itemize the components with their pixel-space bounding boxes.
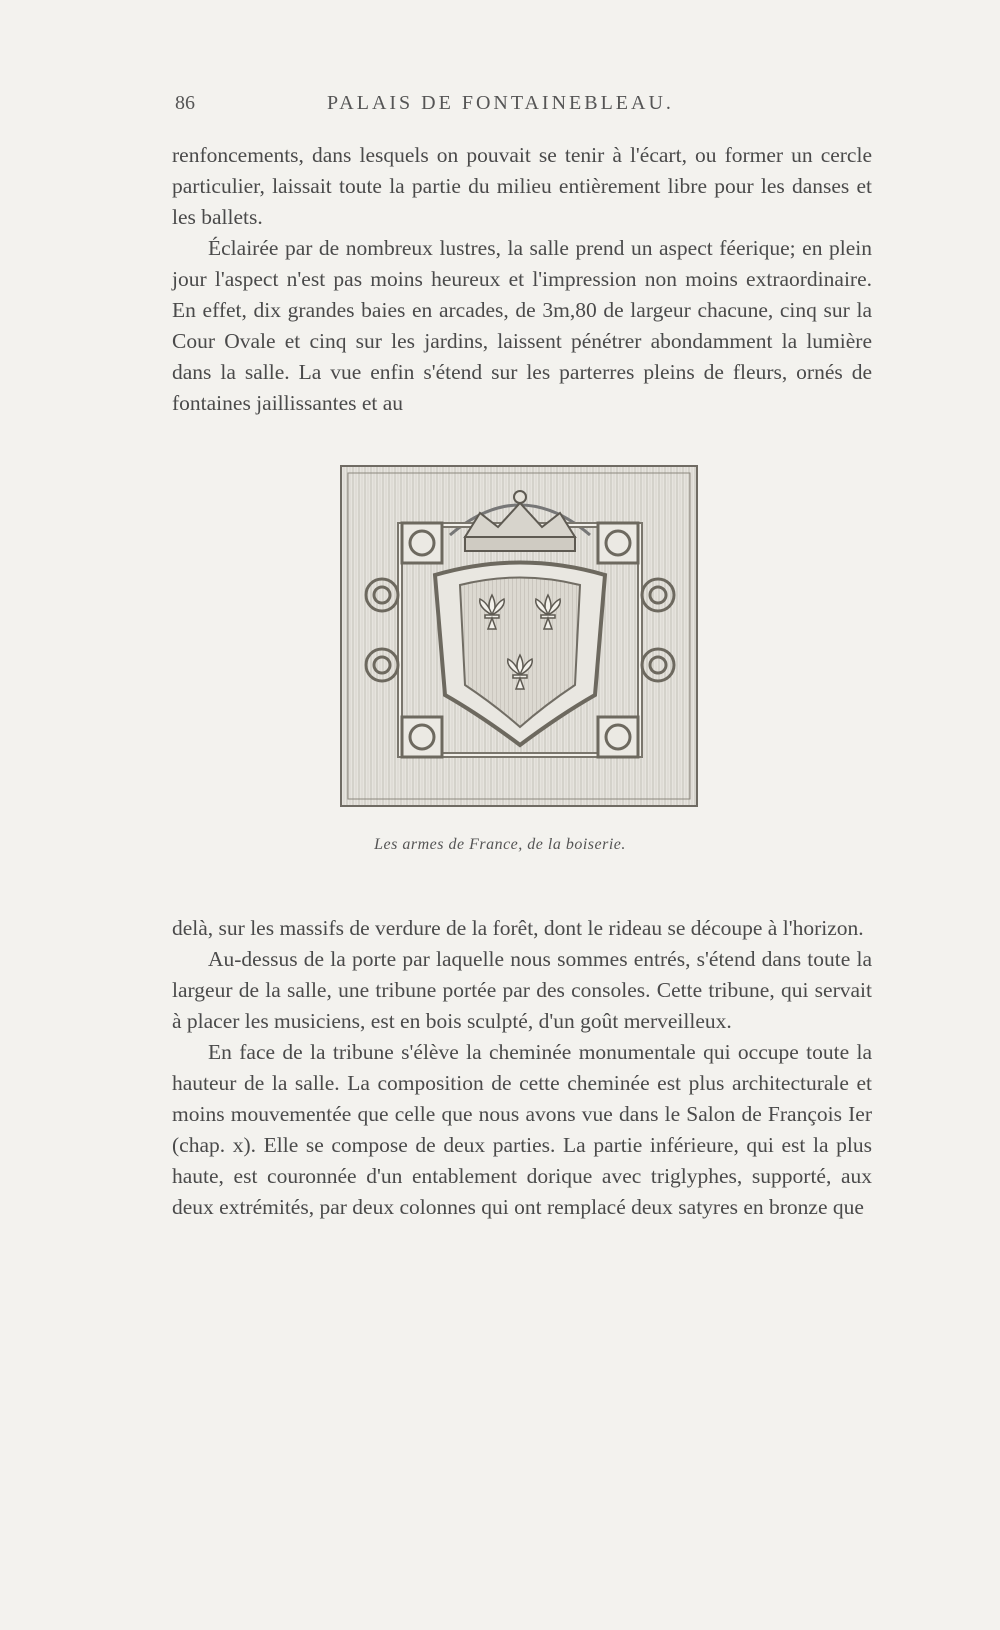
page-number: 86: [175, 92, 195, 114]
engraving-coat-of-arms: [340, 465, 700, 810]
paragraph: Au-dessus de la porte par laquelle nous sommes entrés, s'étend dans toute la largeur de la salle, une tribune portée par des consoles. Cette tribune, qui servait à placer les musiciens, est en bois sculpté, d'un goût merveilleux.: [172, 947, 872, 1033]
text-block-top: [172, 140, 872, 419]
paragraph: delà, sur les massifs de verdure de la forêt, dont le rideau se découpe à l'horizon.: [172, 916, 864, 940]
paragraph: renfoncements, dans lesquels on pouvait se tenir à l'écart, ou former un cercle particulier, laissait toute la partie du milieu entièrement libre pour les danses et les ballets.: [172, 143, 872, 229]
figure-caption: Les armes de France, de la boiserie.: [374, 836, 626, 853]
arms-of-france-illustration: [340, 465, 700, 810]
text-block-bottom: [172, 913, 872, 1223]
running-title: PALAIS DE FONTAINEBLEAU.: [327, 92, 674, 114]
paragraph: En face de la tribune s'élève la cheminée monumentale qui occupe toute la hauteur de la salle. La composition de cette cheminée est plus architecturale et moins mouvementée que celle que nous avons vue dans le Salon de François Ier (chap. x). Elle se compose de deux parties. La partie inférieure, qui est la plus haute, est couronnée d'un entablement dorique avec triglyphes, supporté, aux deux extrémités, par deux colonnes qui ont remplacé deux satyres en bronze que: [172, 1040, 872, 1219]
paragraph: Éclairée par de nombreux lustres, la salle prend un aspect féerique; en plein jour l'aspect n'est pas moins heureux et l'impression non moins extraordinaire. En effet, dix grandes baies en arcades, de 3m,80 de largeur chacune, cinq sur la Cour Ovale et cinq sur les jardins, laissent pénétrer abondamment la lumière dans la salle. La vue enfin s'étend sur les parterres pleins de fleurs, ornés de fontaines jaillissantes et au: [172, 236, 872, 415]
